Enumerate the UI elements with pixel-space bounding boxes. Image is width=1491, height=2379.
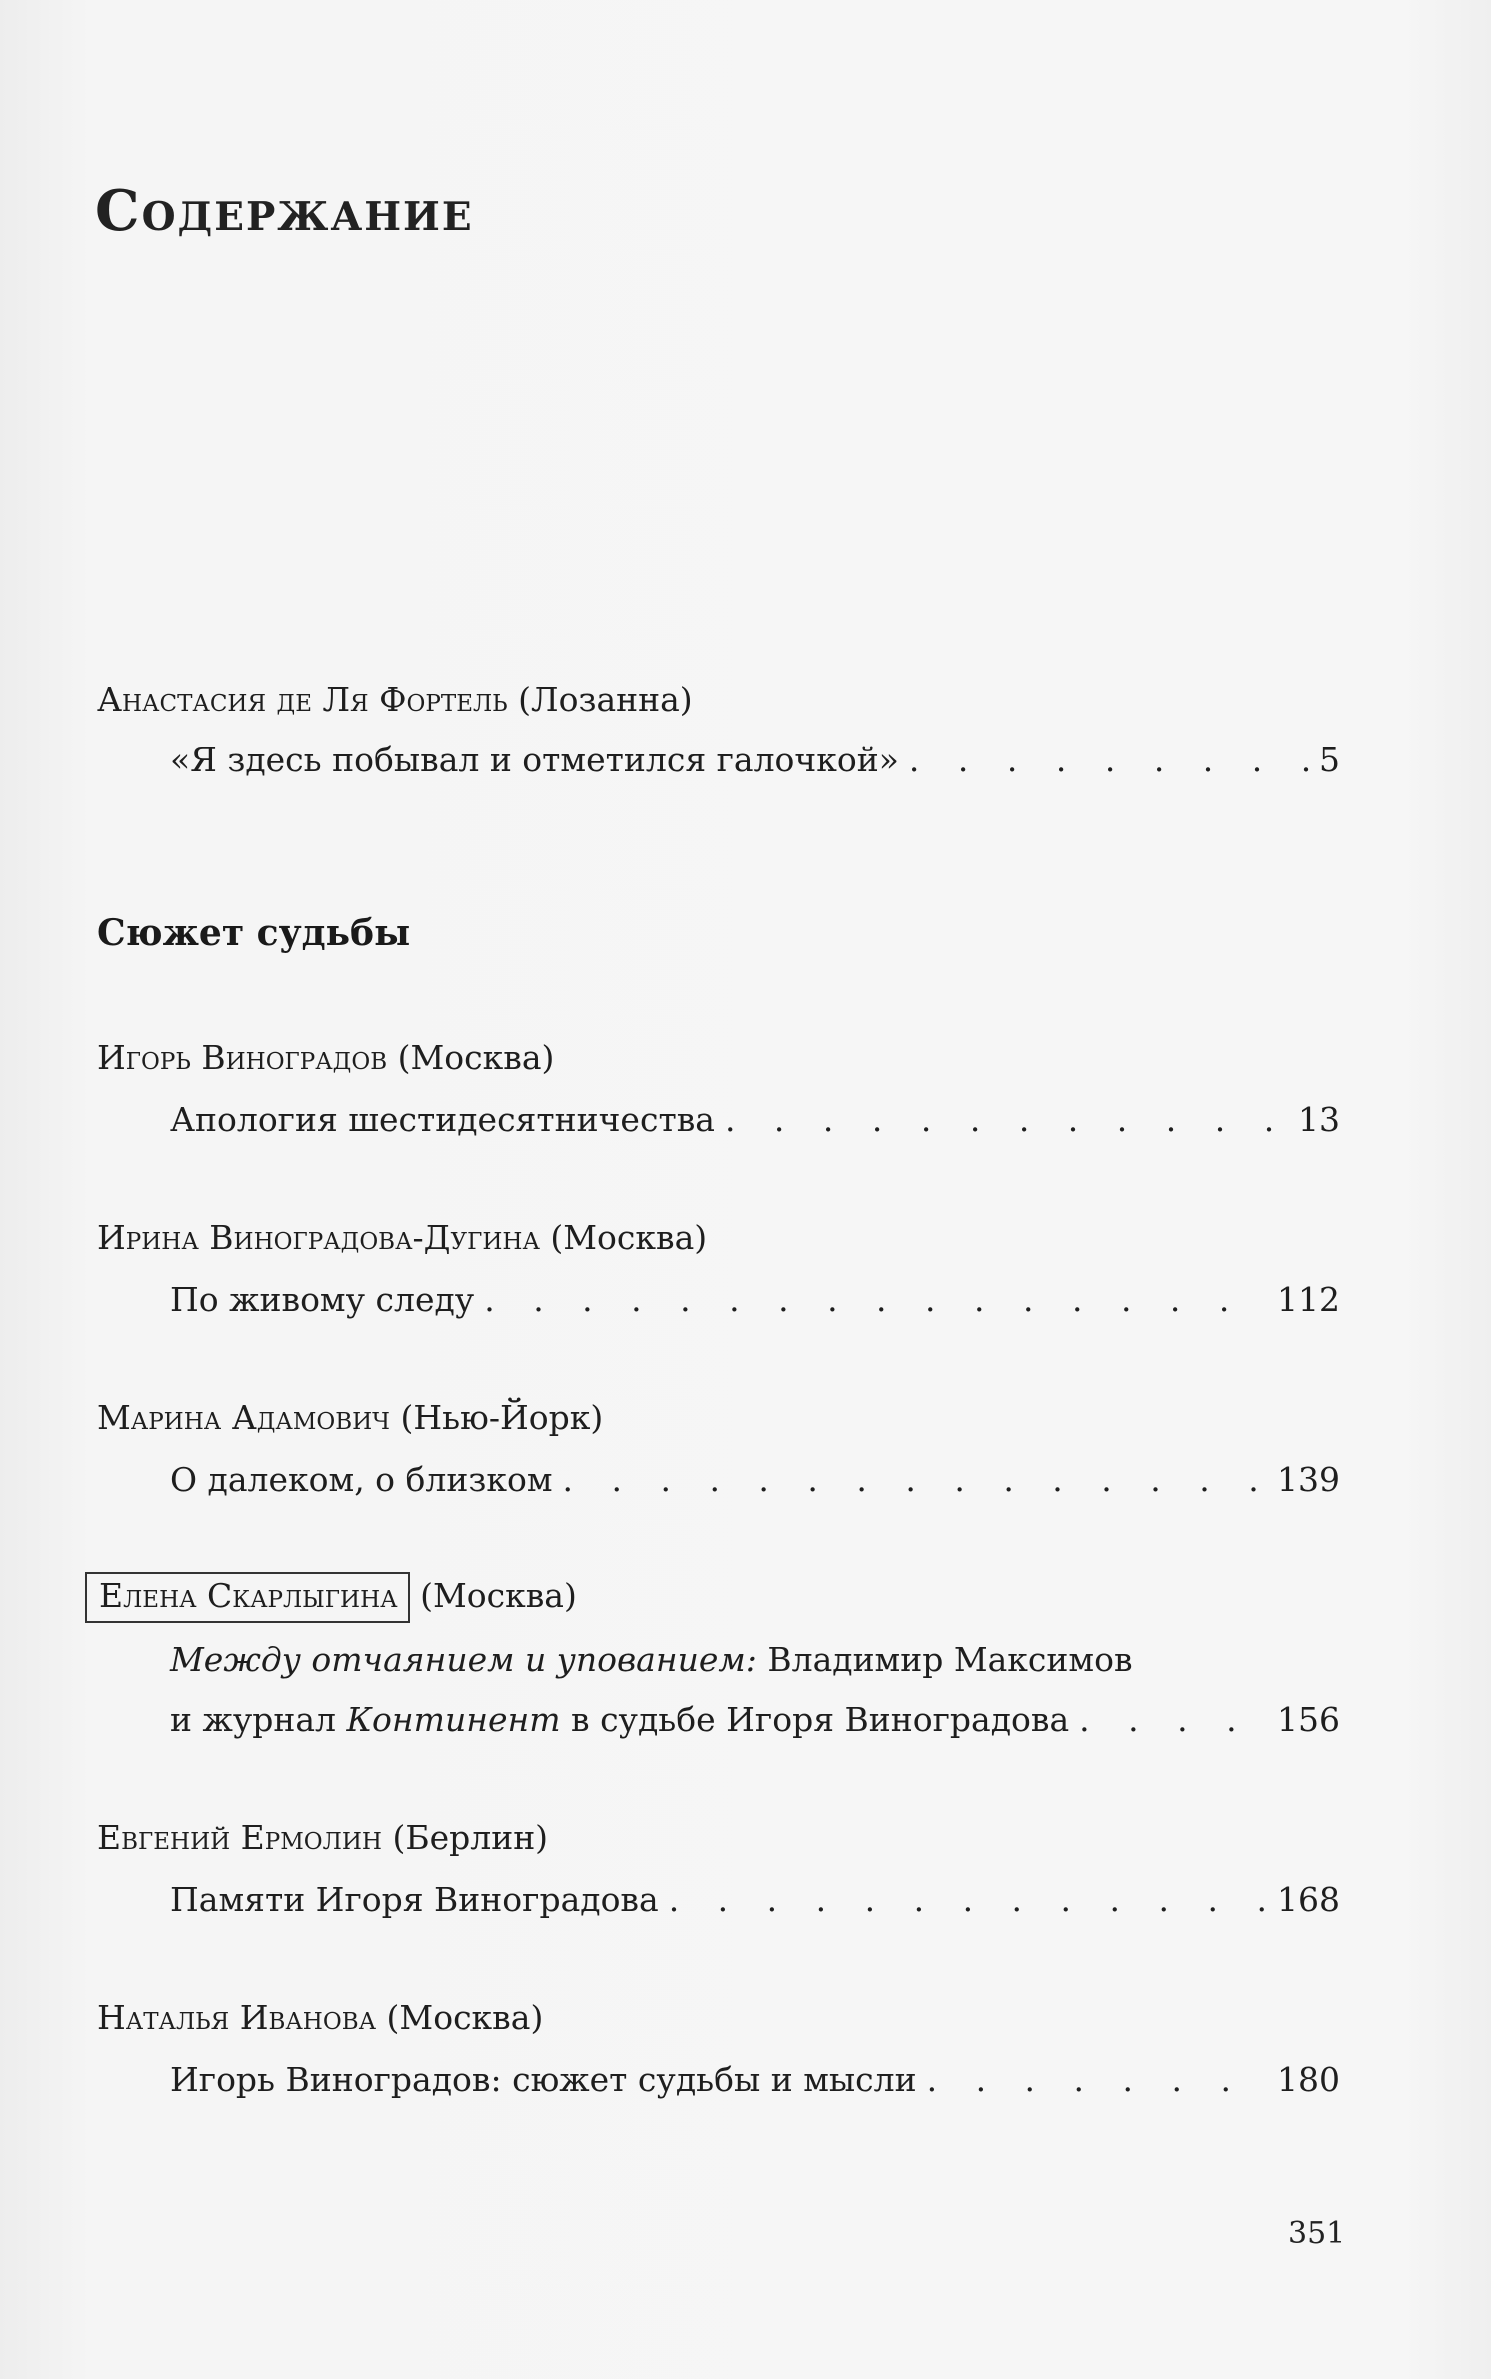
author-name: Игорь Виноградов (97, 1038, 388, 1077)
author-location: (Москва) (386, 1998, 544, 2037)
author-name: Анастасия де Ля Фортель (97, 680, 508, 719)
entry-title-start: и журнал (170, 1700, 337, 1739)
entry-title: Памяти Игоря Виноградова (170, 1880, 659, 1919)
toc-author (97, 1218, 707, 1257)
author-location: (Лозанна) (518, 680, 693, 719)
entry-title-rest: в судьбе Игоря Виноградова (571, 1700, 1070, 1739)
leader-dots (484, 1280, 1267, 1319)
leader-dots (725, 1100, 1288, 1139)
toc-entry[interactable] (170, 1700, 1340, 1739)
author-location: (Москва) (420, 1576, 577, 1615)
toc-author (97, 1572, 577, 1623)
entry-page: 156 (1277, 1700, 1340, 1739)
entry-title-rest: Владимир Максимов (767, 1640, 1133, 1679)
entry-page: 112 (1277, 1280, 1340, 1319)
toc-entry[interactable] (170, 1280, 1340, 1319)
toc-entry[interactable] (170, 1100, 1340, 1139)
toc-author (97, 1038, 554, 1077)
author-name-boxed: Елена Скарлыгина (85, 1572, 410, 1623)
entry-title: По живому следу (170, 1280, 475, 1319)
leader-dots (1079, 1700, 1267, 1739)
entry-title-italic: Континент (346, 1700, 561, 1739)
page-number: 351 (1288, 2216, 1346, 2251)
toc-entry[interactable] (170, 2060, 1340, 2099)
entry-title-line-1 (170, 1640, 1133, 1679)
author-name: Марина Адамович (97, 1398, 390, 1437)
toc-author (97, 1818, 548, 1857)
author-location: (Берлин) (392, 1818, 549, 1857)
author-name: Ирина Виноградова-Дугина (97, 1218, 540, 1257)
page-title: Содержание (95, 178, 474, 244)
entry-title: Апология шестидесятничества (170, 1100, 715, 1139)
leader-dots (909, 740, 1309, 779)
author-location: (Нью-Йорк) (400, 1398, 604, 1437)
entry-title: «Я здесь побывал и отметился галочкой» (170, 740, 899, 779)
leader-dots (669, 1880, 1267, 1919)
entry-page: 168 (1277, 1880, 1340, 1919)
author-name: Наталья Иванова (97, 1998, 377, 2037)
entry-page: 13 (1298, 1100, 1340, 1139)
entry-title: О далеком, о близком (170, 1460, 553, 1499)
toc-entry[interactable] (170, 1460, 1340, 1499)
author-location: (Москва) (550, 1218, 708, 1257)
toc-entry[interactable] (170, 1880, 1340, 1919)
entry-page: 139 (1277, 1460, 1340, 1499)
toc-entry[interactable] (170, 740, 1340, 779)
entry-page: 5 (1319, 740, 1340, 779)
leader-dots (563, 1460, 1267, 1499)
toc-author (97, 1998, 543, 2037)
entry-title-italic: Между отчаянием и упованием: (170, 1640, 757, 1679)
toc-author (97, 680, 693, 719)
author-name: Евгений Ермолин (97, 1818, 382, 1857)
entry-title: Игорь Виноградов: сюжет судьбы и мысли (170, 2060, 917, 2099)
leader-dots (927, 2060, 1267, 2099)
entry-page: 180 (1277, 2060, 1340, 2099)
author-location: (Москва) (397, 1038, 555, 1077)
toc-author (97, 1398, 603, 1437)
entry-title-line-2 (170, 1700, 1069, 1739)
section-heading: Сюжет судьбы (97, 912, 411, 954)
